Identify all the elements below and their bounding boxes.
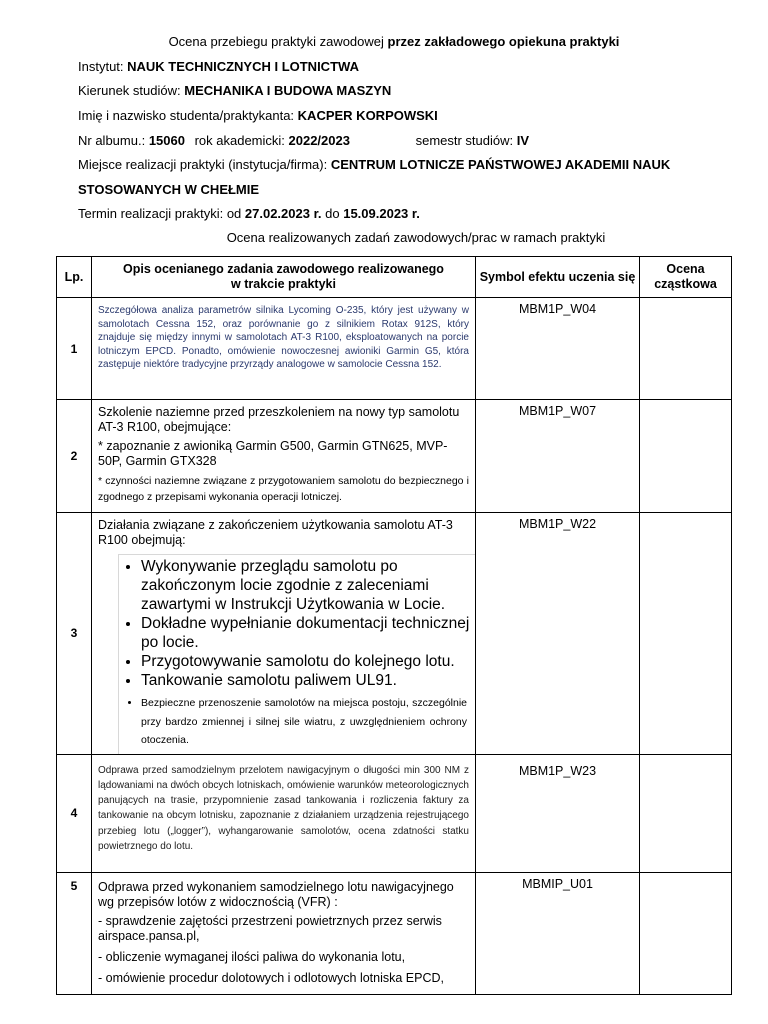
list-item: • Wykonywanie przeglądu samolotu po zakończonym locie zgodnie z zaleceniami zawartymi w Instrukcji Użytkowania w Locie. [141, 557, 475, 614]
table-header-row [57, 257, 732, 298]
row-description: Działania związane z zakończeniem użytkowania samolotu AT-3 R100 obejmują: • Wykonywanie przeglądu samolotu po zakończonym locie zgodnie z zaleceniami zawartymi w Instrukcji Użytkowania w Locie. • Dokładne wypełnianie dokumentacji technicznej po locie. • Przygotowywanie samolotu do kolejnego lotu. • Tankowanie samolotu paliwem UL91. • Bezpieczne przenoszenie samolotów na miejsca postoju, szczególnie przy bardzo zmiennej i silnej sile wiatru, z uwzględnieniem ochrony otoczenia. [92, 513, 476, 755]
row-description: Szkolenie naziemne przed przeszkoleniem na nowy typ samolotu AT-3 R100, obejmujące: * zapoznanie z awioniką Garmin G500, Garmin GTN625, MVP-50P, Garmin GTX328 * czynności naziemne związane z przygotowaniem samolotu do bezpiecznego i zgodnego z przepisami wykonania operacji lotniczej. [92, 400, 476, 513]
row-grade [640, 754, 732, 872]
institute-line: Instytut: NAUK TECHNICZNYCH I LOTNICTWA [78, 59, 359, 74]
album-value: 15060 [148, 133, 185, 148]
row-number: 4 [57, 754, 92, 872]
row-description: Odprawa przed wykonaniem samodzielnego lotu nawigacyjnego wg przepisów lotów z widocznością (VFR) : - sprawdzenie zajętości przestrzeni powietrznych przez serwis airspace.pansa.pl, - obliczenie wymaganej ilości paliwa do wykonania lotu, - omówienie procedur dolotowych i odlotowych lotniska EPCD, [92, 872, 476, 994]
document-title: Ocena przebiegu praktyki zawodowej przez zakładowego opiekuna praktyki [168, 34, 620, 49]
row-grade [640, 400, 732, 513]
semester-value: IV [516, 133, 530, 148]
table-row [57, 754, 732, 872]
header-description: Opis ocenianego zadania zawodowego realizowanego w trakcie praktyki [92, 257, 476, 298]
field-value: MECHANIKA I BUDOWA MASZYN [184, 83, 392, 98]
term-to: 15.09.2023 r. [343, 206, 420, 221]
table-row [57, 513, 732, 755]
row-number: 5 [57, 872, 92, 994]
header-symbol: Symbol efektu uczenia się [476, 257, 640, 298]
header-grade: Ocena cząstkowa [640, 257, 732, 298]
row-number: 2 [57, 400, 92, 513]
student-value: KACPER KORPOWSKI [297, 108, 438, 123]
table-row [57, 298, 732, 400]
table-subtitle: Ocena realizowanych zadań zawodowych/prac w ramach praktyki [226, 230, 606, 245]
row-number: 1 [57, 298, 92, 400]
year-value: 2022/2023 [288, 133, 350, 148]
header-lp: Lp. [57, 257, 92, 298]
row-grade [640, 298, 732, 400]
row-symbol: MBMIP_U01 [476, 872, 640, 994]
list-item: • Tankowanie samolotu paliwem UL91. [141, 671, 475, 690]
row-number: 3 [57, 513, 92, 755]
list-item: • Przygotowywanie samolotu do kolejnego lotu. [141, 652, 475, 671]
table-row [57, 872, 732, 994]
row-symbol: MBM1P_W23 [476, 754, 640, 872]
place-line: Miejsce realizacji praktyki (instytucja/firma): CENTRUM LOTNICZE PAŃSTWOWEJ AKADEMII NAUK [78, 157, 671, 172]
album-line: Nr albumu.: 15060 rok akademicki: 2022/2023 semestr studiów: IV [78, 133, 530, 148]
term-line: Termin realizacji praktyki: od 27.02.2023 r. do 15.09.2023 r. [78, 206, 420, 221]
row-grade [640, 513, 732, 755]
place-line-2: STOSOWANYCH W CHEŁMIE [78, 182, 260, 197]
student-line: Imię i nazwisko studenta/praktykanta: KACPER KORPOWSKI [78, 108, 438, 123]
row-description: Szczegółowa analiza parametrów silnika Lycoming O-235, który jest używany w samolotach Cessna 152, oraz porównanie go z silnikiem Rotax 912S, który znajduje się między innymi w samolotach AT-3 R100, eksploatowanych na porcie lotniczym EPCD. Ponadto, omówienie nowoczesnej awioniki Garmin G5, która zastępuje niektóre tradycyjne przyrządy analogowe w samolocie Cessna 152. [92, 298, 476, 400]
institute-value: NAUK TECHNICZNYCH I LOTNICTWA [127, 59, 359, 74]
term-from: 27.02.2023 r. [244, 206, 322, 221]
row-grade [640, 872, 732, 994]
row-symbol: MBM1P_W22 [476, 513, 640, 755]
table-row [57, 400, 732, 513]
field-line: Kierunek studiów: MECHANIKA I BUDOWA MASZYN [78, 83, 392, 98]
row-description: Odprawa przed samodzielnym przelotem nawigacyjnym o długości min 300 NM z lądowaniami na dwóch obcych lotniskach, omówienie warunków meteorologicznych panujących na trasie, przypomnienie zasad tankowania i rozliczenia faktury za tankowanie na obcym lotnisku, zapoznanie z działaniem urządzenia rejestrującego przebieg lotu („logger”), wyhangarowanie samolotów, ocena zdatności statku powietrznego do lotu. [92, 754, 476, 872]
row-symbol: MBM1P_W04 [476, 298, 640, 400]
list-item: • Dokładne wypełnianie dokumentacji technicznej po locie. [141, 614, 475, 652]
tasks-table [56, 256, 732, 995]
place-value: CENTRUM LOTNICZE PAŃSTWOWEJ AKADEMII NAUK [330, 157, 671, 172]
activity-list [118, 554, 475, 754]
row-symbol: MBM1P_W07 [476, 400, 640, 513]
list-item: • Bezpieczne przenoszenie samolotów na miejsca postoju, szczególnie przy bardzo zmiennej i silnej sile wiatru, z uwzględnieniem ochrony otoczenia. [141, 694, 475, 750]
